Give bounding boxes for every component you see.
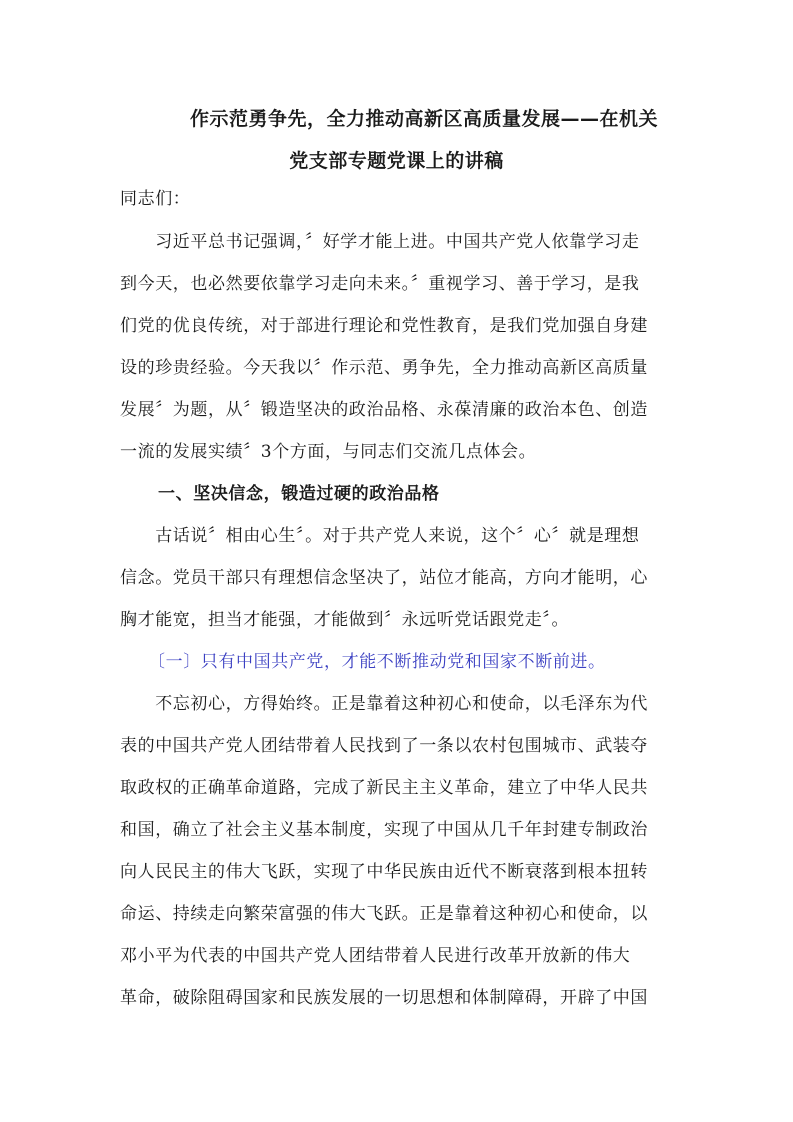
paragraph-3-line: 邓小平为代表的中国共产党人团结带着人民进行改革开放新的伟大 <box>120 946 631 966</box>
paragraph-3-line: 和国，确立了社会主义基本制度，实现了中国从几千年封建专制政治 <box>120 820 648 840</box>
document-title-line-2: 党支部专题党课上的讲稿 <box>289 150 504 172</box>
paragraph-1-line: 习近平总书记强调，〞好学才能上进。中国共产党人依靠学习走 <box>120 232 640 252</box>
paragraph-1-line: 们党的优良传统，对于部进行理论和党性教育，是我们党加强自身建 <box>120 316 648 336</box>
paragraph-3-line: 向人民民主的伟大飞跃，实现了中华民族由近代不断衰落到根本扭转 <box>120 862 648 882</box>
section-heading-1: 一、坚决信念，锻造过硬的政治品格 <box>158 484 440 504</box>
paragraph-1-line: 到今天，也必然要依靠学习走向未来。〞重视学习、善于学习，是我 <box>120 274 640 294</box>
paragraph-2-line: 古话说〞相由心生〞。对于共产党人来说，这个〞心〞就是理想 <box>120 526 640 546</box>
paragraph-1-line: 设的珍贵经验。今天我以〞作示范、勇争先，全力推动高新区高质量 <box>120 358 648 378</box>
paragraph-3-line: 命运、持续走向繁荣富强的伟大飞跃。正是靠着这种初心和使命，以 <box>120 904 648 924</box>
document-title-line-1: 作示范勇争先，全力推动高新区高质量发展——在机关 <box>189 108 658 130</box>
paragraph-1-line: 发展〞为题，从〞锻造坚决的政治品格、永葆清廉的政治本色、创造 <box>120 400 648 420</box>
paragraph-3-line: 不忘初心，方得始终。正是靠着这种初心和使命，以毛泽东为代 <box>120 694 648 714</box>
subheading-1: 〔一〕只有中国共产党，才能不断推动党和国家不断前进。 <box>148 652 606 672</box>
paragraph-3-line: 表的中国共产党人团结带着人民找到了一条以农村包围城市、武装夺 <box>120 736 648 756</box>
paragraph-1-line: 一流的发展实绩〞3个方面，与同志们交流几点体会。 <box>120 442 537 462</box>
paragraph-2-line: 胸才能宽，担当才能强，才能做到〞永远听党话跟党走〞。 <box>120 610 570 630</box>
paragraph-2-line: 信念。党员干部只有理想信念坚决了，站位才能高，方向才能明，心 <box>120 568 648 588</box>
salutation: 同志们： <box>120 189 191 209</box>
paragraph-3-line: 革命，破除阻碍国家和民族发展的一切思想和体制障碍，开辟了中国 <box>120 988 648 1008</box>
paragraph-3-line: 取政权的正确革命道路，完成了新民主主义革命，建立了中华人民共 <box>120 778 648 798</box>
